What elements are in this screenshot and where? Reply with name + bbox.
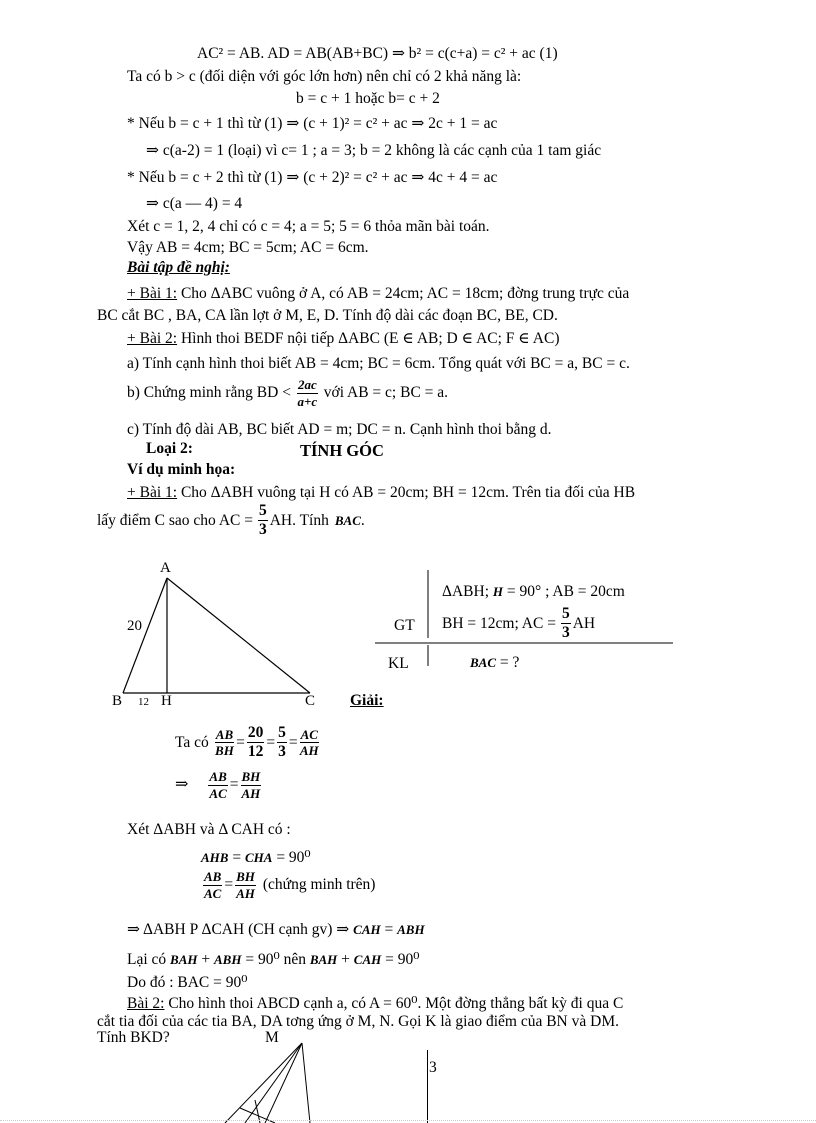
fraction <box>208 770 227 800</box>
exercise-text: Hình thoi BEDF nội tiếp ΔABC (E ∈ AB; D ∈ AC; F ∈ AC) <box>177 330 560 347</box>
exercise-text: Cho ΔABC vuông ở A, có AB = 24cm; AC = 18cm; đờng trung trực của <box>177 285 630 302</box>
side-ac <box>167 578 310 693</box>
text-line: Xét ΔABH và Δ CAH có : <box>127 821 291 838</box>
text: Ta có <box>175 734 209 752</box>
section-heading: Bài tập đề nghị: <box>127 259 230 276</box>
rhombus-figure <box>215 1038 335 1123</box>
exercise-2 <box>127 331 560 347</box>
fraction-numerator: BH <box>241 769 261 784</box>
gt-text: ΔABH; <box>442 583 489 600</box>
angle-abh: ABH <box>214 952 242 967</box>
fraction <box>277 725 287 761</box>
fraction-numerator: 5 <box>277 725 287 743</box>
exercise-1 <box>127 286 629 302</box>
fraction-denominator: AH <box>236 885 255 901</box>
exercise-label: + Bài 1: <box>127 285 178 302</box>
page-footer-rule <box>0 1120 816 1121</box>
fraction-numerator: AB <box>204 869 222 884</box>
example-exercise <box>127 485 635 501</box>
fraction-denominator: 3 <box>561 624 570 642</box>
page-number: 3 <box>429 1059 437 1076</box>
exercise-rhombus <box>127 996 623 1012</box>
fraction <box>300 728 319 758</box>
text: AH. Tính <box>269 512 329 530</box>
fraction <box>297 378 318 408</box>
figure-line <box>265 1043 302 1123</box>
fraction-numerator: 5 <box>258 503 268 521</box>
text-line: lấy điểm C sao cho AC = $\frac{5}{3}$ AH. Tính BAC . <box>97 502 365 539</box>
gt-text: AH <box>572 615 596 633</box>
label-c: C <box>305 693 316 709</box>
ratio-equality: $\frac{AB}{AC}$ = $\frac{BH}{AH}$ (chứng minh trên) <box>204 869 376 901</box>
angle-ahb: AHB <box>201 850 229 865</box>
text-line: Ta có b > c (đối diện với góc lớn hơn) nên chỉ có 2 khả năng là: <box>127 68 522 85</box>
gt-label: GT <box>394 617 415 634</box>
angle-bac: BAC <box>334 513 361 529</box>
text-line: ⇒ c(a-2) = 1 (loại) vì c= 1 ; a = 3; b = 2 không là các cạnh của 1 tam giác <box>146 142 602 159</box>
figure-line <box>302 1043 310 1123</box>
fraction <box>241 770 262 800</box>
text: = 90⁰ nên <box>245 951 306 968</box>
label-b: B <box>112 693 123 709</box>
fraction <box>203 870 222 900</box>
margin-line <box>427 1050 428 1123</box>
angle-cha: CHA <box>244 850 273 865</box>
type-label: Loại 2: <box>146 440 193 457</box>
angle-bah: BAH <box>170 952 198 967</box>
text: = 90⁰ <box>276 849 311 866</box>
label-m: M <box>265 1029 279 1046</box>
example-heading: Ví dụ minh họa: <box>127 461 236 478</box>
angle-bac: BAC <box>470 655 497 670</box>
text: = 90⁰ <box>385 951 420 968</box>
kl-label: KL <box>388 655 409 672</box>
text-line: * Nếu b = c + 1 thì từ (1) ⇒ (c + 1)² = c² + ac ⇒ 2c + 1 = ac <box>127 115 498 132</box>
fraction-numerator: AB <box>215 726 234 742</box>
similar-triangles: ⇒ ΔABH P ΔCAH (CH cạnh gv) ⇒ CAH = ABH <box>127 921 425 938</box>
solution-ratio: Ta có $\frac{AB}{BH}$ = $\frac{20}{12}$ = $\frac{5}{3}$ = $\frac{AC}{AH}$ <box>175 724 319 761</box>
fraction-numerator: 2ac <box>297 377 317 392</box>
exercise-text: Cho ΔABH vuông tại H có AB = 20cm; BH = 12cm. Trên tia đối của HB <box>177 484 636 501</box>
fraction-numerator: 20 <box>247 725 265 743</box>
text-line: AC² = AB. AD = AB(AB+BC) ⇒ b² = c(c+a) = c² + ac (1) <box>197 45 558 62</box>
gt-line-1 <box>442 584 625 600</box>
text: ⇒ ΔABH P ΔCAH (CH cạnh gv) ⇒ <box>127 921 350 938</box>
exercise-label: + Bài 2: <box>127 330 178 347</box>
fraction <box>247 725 265 761</box>
text-line: BC cắt BC , BA, CA lần lợt ở M, E, D. Tính độ dài các đoạn BC, BE, CD. <box>97 307 558 324</box>
gt-line-2 <box>442 606 595 642</box>
angle-h: H <box>492 584 503 599</box>
exercise-text: Cho hình thoi ABCD cạnh a, có A = 60⁰. Một đờng thẳng bất kỳ đi qua C <box>164 995 624 1012</box>
gt-text: = 90° ; AB = 20cm <box>506 583 625 600</box>
conclusion-line: Do đó : BAC = 90⁰ <box>127 974 248 991</box>
item-b-text: b) Chứng minh rằng BD < <box>127 384 291 402</box>
text-line: ⇒ c(a — 4) = 4 <box>146 195 243 212</box>
fraction-denominator: AC <box>209 785 227 801</box>
fraction-denominator: AH <box>241 785 261 801</box>
fraction-denominator: BH <box>215 743 234 759</box>
fraction <box>258 503 268 539</box>
fraction-denominator: 3 <box>278 743 286 761</box>
fraction-numerator: 5 <box>561 606 571 624</box>
fraction-denominator: 12 <box>247 743 264 761</box>
text-line: Vậy AB = 4cm; BC = 5cm; AC = 6cm. <box>127 239 369 256</box>
kl-line <box>470 655 519 671</box>
angle-cah: CAH <box>353 952 382 967</box>
fraction-denominator: AH <box>299 743 319 759</box>
angle-abh: ABH <box>397 922 425 937</box>
exercise-label: Bài 2: <box>127 995 165 1012</box>
item-b-text: với AB = c; BC = a. <box>323 384 449 402</box>
label-a: A <box>160 560 171 576</box>
label-side-ab: 20 <box>127 618 142 634</box>
text: Lại có <box>127 951 167 968</box>
text-line: Xét c = 1, 2, 4 chỉ có c = 4; a = 5; 5 = 6 thỏa mãn bài toán. <box>127 218 490 235</box>
fraction-denominator: 3 <box>258 521 267 539</box>
item-b <box>127 378 448 408</box>
fraction-numerator: AB <box>209 769 227 784</box>
fraction <box>561 606 571 642</box>
fraction <box>215 728 234 758</box>
text-line: cắt tia đối của các tia BA, DA tơng ứng ở M, N. Gọi K là giao điểm của BN và DM. <box>97 1013 619 1030</box>
triangle-figure <box>105 555 335 715</box>
figure-line <box>245 1043 302 1123</box>
solution-implies: ⇒ $\frac{AB}{AC}$ = $\frac{BH}{AH}$ <box>175 769 261 801</box>
sum-line: Lại có BAH + ABH = 90⁰ nên BAH + CAH = 90⁰ <box>127 951 420 968</box>
fraction-numerator: BH <box>236 869 255 884</box>
type-title: TÍNH GÓC <box>300 441 384 460</box>
text-line: Tính BKD? <box>97 1029 170 1046</box>
fraction-denominator: AC <box>204 885 222 901</box>
text: lấy điểm C sao cho AC = <box>97 512 253 530</box>
exercise-label: + Bài 1: <box>127 484 178 501</box>
fraction-denominator: a+c <box>297 393 318 409</box>
text: (chứng minh trên) <box>262 876 376 894</box>
fraction-numerator: AC <box>300 726 318 742</box>
solution-heading: Giải: <box>350 692 384 709</box>
angle-cah: CAH <box>353 922 381 937</box>
label-side-bh: 12 <box>138 696 149 708</box>
item-a: a) Tính cạnh hình thoi biết AB = 4cm; BC = 6cm. Tổng quát với BC = a, BC = c. <box>127 355 630 372</box>
label-h: H <box>161 693 172 709</box>
fraction <box>235 870 256 900</box>
text-line: b = c + 1 hoặc b= c + 2 <box>296 90 440 107</box>
implies-arrow: ⇒ <box>175 776 189 794</box>
figure-line <box>225 1043 302 1123</box>
gt-text: BH = 12cm; AC = <box>442 615 556 633</box>
text-line: * Nếu b = c + 2 thì từ (1) ⇒ (c + 2)² = c² + ac ⇒ 4c + 4 = ac <box>127 169 498 186</box>
angle-equality: AHB = CHA = 90⁰ <box>201 849 311 866</box>
item-c: c) Tính độ dài AB, BC biết AD = m; DC = n. Cạnh hình thoi bằng d. <box>127 421 552 438</box>
angle-bah: BAH <box>309 952 338 967</box>
side-ab <box>123 578 167 693</box>
kl-text: = ? <box>499 654 520 671</box>
